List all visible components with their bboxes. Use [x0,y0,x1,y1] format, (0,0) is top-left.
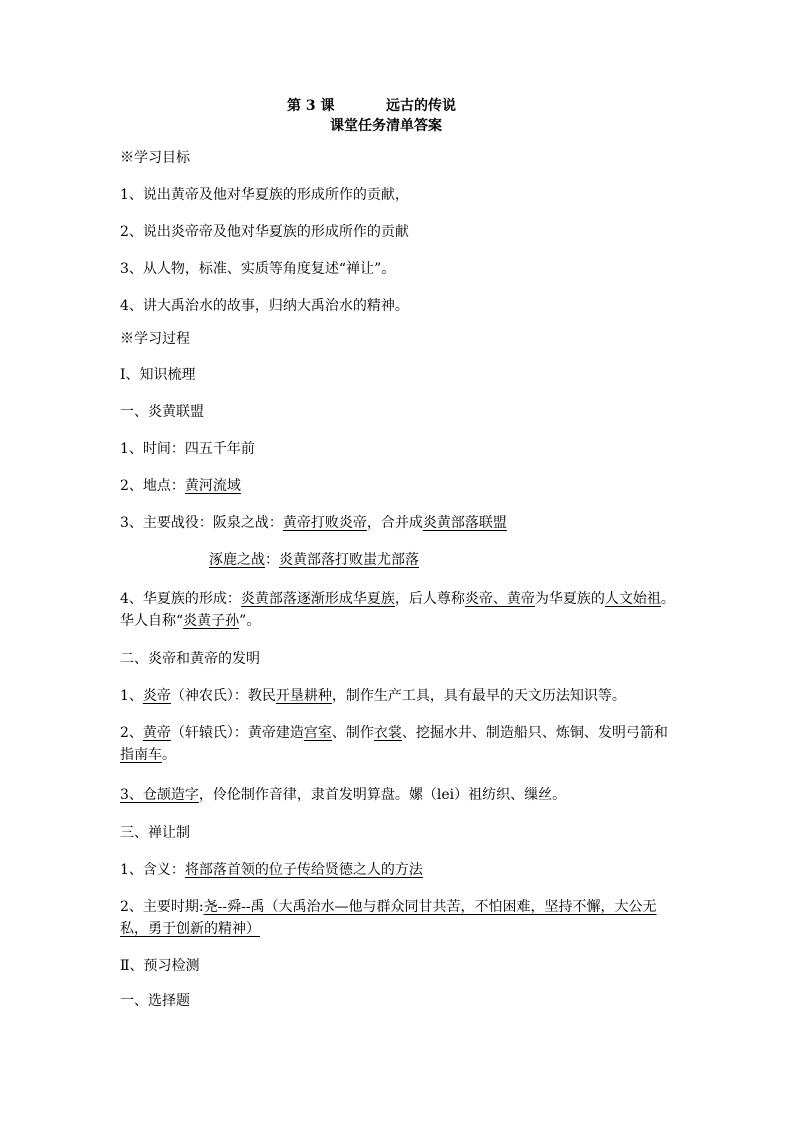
part1-heading: Ⅰ、知识梳理 [120,367,196,383]
part2-heading: Ⅱ、预习检测 [120,958,200,974]
cangjie-writing: 3、仓颉造字 [120,787,199,803]
yandi-desc-b: ，制作生产工具，具有最早的天文历法知识等。 [331,688,626,704]
cangjie-desc: ，伶伦制作音律，隶首发明算盘。嫘（lei）祖纺织、缫丝。 [198,787,567,803]
period-label: 2、主要时期: [120,899,204,915]
lesson-title: 远古的传说 [386,98,456,114]
self-name-end: ”。 [239,613,261,629]
formation-c: 人文始祖 [604,591,661,607]
huangdi-name: 黄帝 [142,725,171,741]
section-2-heading: 二、炎帝和黄帝的发明 [120,651,260,667]
section-4-heading: 一、选择题 [120,993,190,1009]
place-label: 2、地点： [120,478,185,494]
self-name-line [120,610,260,632]
battle-mid: ，合并成 [366,515,423,531]
battle-line [120,512,507,534]
self-name-value: 炎黄子孙 [183,613,240,629]
place-line [120,475,241,497]
period-line [120,896,657,918]
section-1-heading: 一、炎黄联盟 [120,404,204,420]
process-heading: ※学习过程 [120,331,190,347]
battle-result-a: 黄帝打败炎帝 [282,515,367,531]
zhuolu-line [209,549,419,571]
zhuolu-name: 涿鹿之战 [209,552,265,568]
formation-b: 炎帝、黄帝 [464,591,535,607]
huangdi-clothes: 衣裳 [373,725,402,741]
formation-end: 。 [660,591,675,607]
formation-a: 炎黄部落逐渐形成华夏族 [240,591,395,607]
lesson-number: 第 3 课 [287,98,335,114]
zhuolu-mid: ： [265,552,279,568]
section-3-heading: 三、禅让制 [120,825,190,841]
cangjie-line [120,784,566,806]
yandi-farming: 开垦耕种 [275,688,332,704]
meaning-label: 1、含义： [120,862,185,878]
formation-mid1: ，后人尊称 [394,591,465,607]
formation-line [120,588,675,610]
objective-item-1: 1、说出黄帝及他对华夏族的形成所作的贡献， [120,187,409,203]
meaning-value: 将部落首领的位子传给贤德之人的方法 [184,862,423,878]
period-a: 尧--舜--禹（大禹治水—他与群众同甘共苦， [203,899,475,915]
self-name-label: 华人自称“ [120,613,184,629]
huangdi-end: 。 [162,747,176,763]
time-value: 四五千年前 [184,441,255,457]
huangdi-compass-cart: 指南车 [120,747,162,763]
place-value: 黄河流域 [184,478,241,494]
huangdi-line-2 [120,744,176,766]
time-label: 1、时间： [120,441,185,457]
objective-item-3: 3、从人物，标准、实质等角度复述“禅让”。 [120,261,396,277]
page-subtitle: 课堂任务清单答案 [330,118,442,134]
objectives-heading: ※学习目标 [120,150,190,166]
battle-label: 3、主要战役：阪泉之战： [120,515,283,531]
huangdi-desc-a: （轩辕氏）：黄帝建造 [170,725,304,741]
zhuolu-result: 炎黄部落打败蚩尤部落 [279,552,419,568]
battle-result-b: 炎黄部落联盟 [422,515,507,531]
yandi-line [120,685,626,707]
time-line [120,438,255,460]
huangdi-num: 2、 [120,725,143,741]
yandi-name: 炎帝 [142,688,171,704]
yandi-desc-a: （神农氏）：教民 [170,688,276,704]
period-line-2 [120,918,260,940]
formation-mid2: 为华夏族的 [534,591,605,607]
huangdi-line [120,722,668,744]
meaning-line [120,859,423,881]
yandi-num: 1、 [120,688,143,704]
objective-item-2: 2、说出炎帝帝及他对华夏族的形成所作的贡献 [120,224,409,240]
huangdi-palace: 宫室 [303,725,332,741]
objective-item-4: 4、讲大禹治水的故事，归纳大禹治水的精神。 [120,298,409,314]
huangdi-desc-b: 、制作 [331,725,374,741]
huangdi-desc-c: 、挖掘水井、制造船只、炼铜、发明弓箭和 [401,725,668,741]
period-b: 不怕困难，坚持不懈，大公无 [474,899,657,915]
period-c: 私，勇于创新的精神） [120,921,260,937]
formation-label: 4、华夏族的形成： [120,591,241,607]
